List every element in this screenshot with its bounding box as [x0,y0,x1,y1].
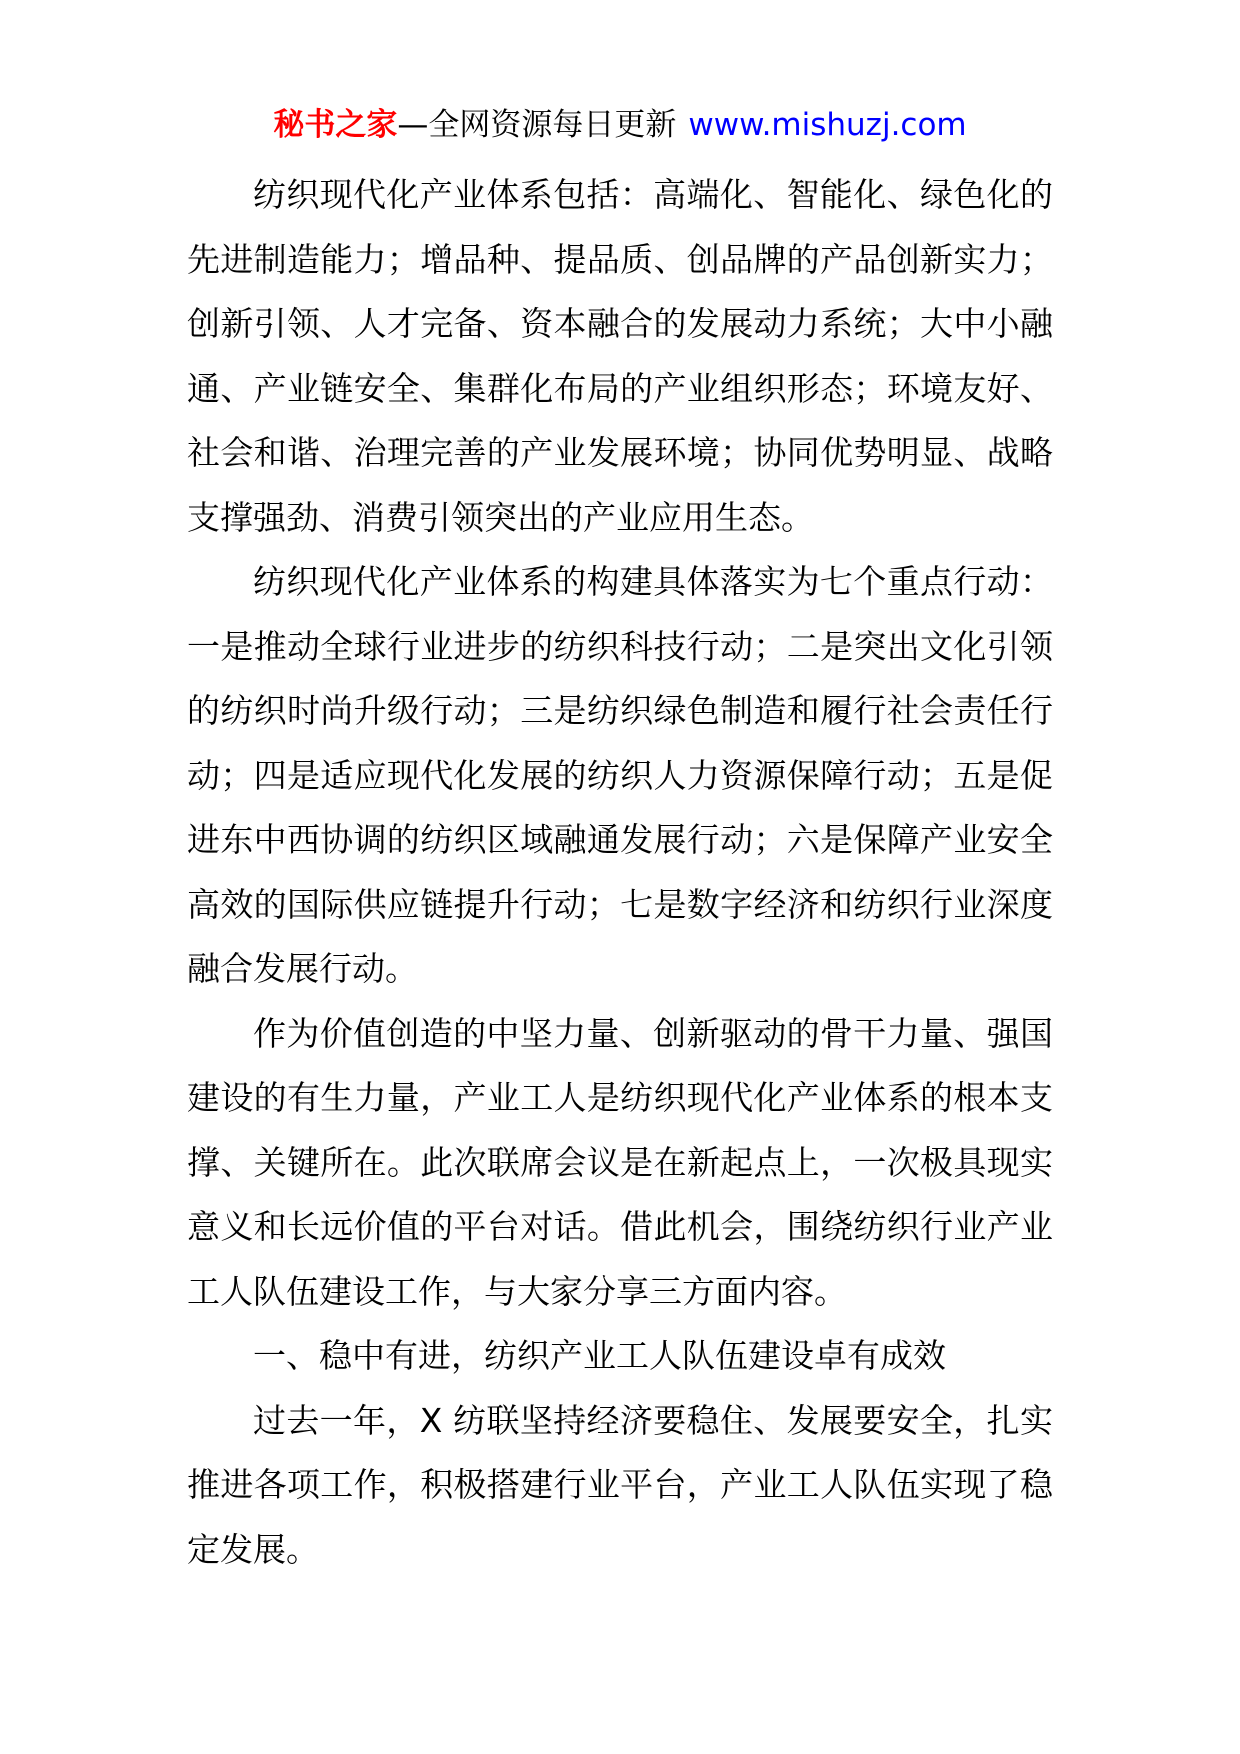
paragraph-seven-actions: 纺织现代化产业体系的构建具体落实为七个重点行动：一是推动全球行业进步的纺织科技行动；二是突出文化引领的纺织时尚升级行动；三是纺织绿色制造和履行社会责任行动；四是适应现代化发展的纺织人力资源保障行动；五是促进东中西协调的纺织区域融通发展行动；六是保障产业安全高效的国际供应链提升行动；七是数字经济和纺织行业深度融合发展行动。 [187,562,1053,988]
paragraph-industry-system: 纺织现代化产业体系包括：高端化、智能化、绿色化的先进制造能力；增品种、提品质、创品牌的产品创新实力；创新引领、人才完备、资本融合的发展动力系统；大中小融通、产业链安全、集群化布局的产业组织形态；环境友好、社会和谐、治理完善的产业发展环境；协同优势明显、战略支撑强劲、消费引领突出的产业应用生态。 [187,175,1053,537]
section-heading: 一、稳中有进，纺织产业工人队伍建设卓有成效 [253,1336,946,1375]
website-link[interactable]: www.mishuzj.com [688,107,967,143]
page-header [0,100,1240,150]
document-body [187,163,1053,1582]
paragraph-past-year: 过去一年，X 纺联坚持经济要稳住、发展要安全，扎实推进各项工作，积极搭建行业平台，产业工人队伍实现了稳定发展。 [187,1400,1053,1569]
header-tagline: —全网资源每日更新 [397,107,677,143]
brand-name: 秘书之家 [273,107,398,143]
paragraph-industrial-workers: 作为价值创造的中坚力量、创新驱动的骨干力量、强国建设的有生力量，产业工人是纺织现代化产业体系的根本支撑、关键所在。此次联席会议是在新起点上，一次极具现实意义和长远价值的平台对话。借此机会，围绕纺织行业产业工人队伍建设工作，与大家分享三方面内容。 [187,1013,1053,1311]
